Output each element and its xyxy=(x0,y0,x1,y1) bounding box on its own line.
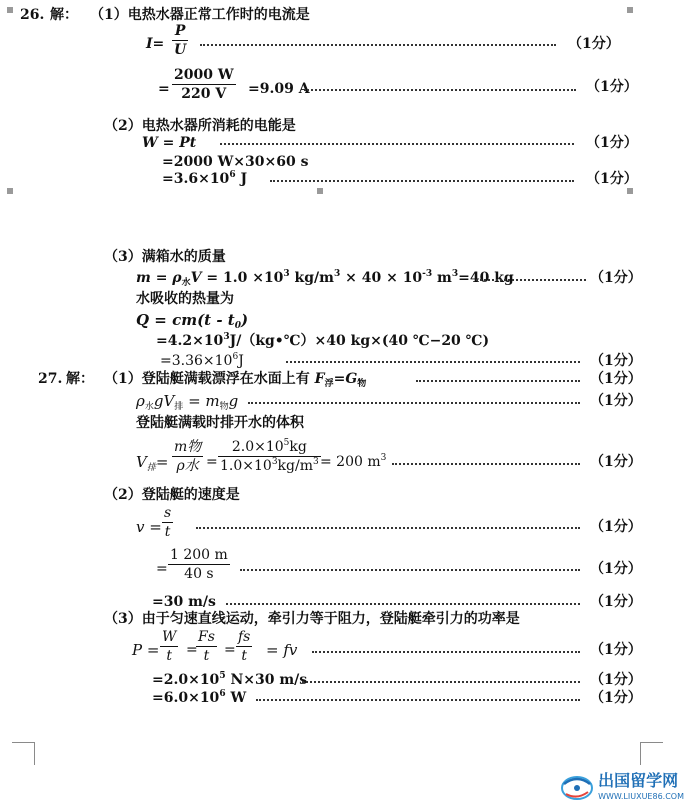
numerator: P xyxy=(174,23,186,39)
score-label: （1分） xyxy=(586,171,638,187)
mass-formula: $m = \rho_水V = 1.0 \times 10^3$ $kg/m^3 \times 40 \times 10^{-3}$ $m^3=40$ kg xyxy=(136,269,514,288)
calc-line: =2000 W×30×60 s xyxy=(162,154,309,170)
volume-label: 登陆艇满载时排开水的体积 xyxy=(136,415,304,431)
calc-line: $=2.0\times 10^5$ N×30 m/s xyxy=(152,671,308,688)
denominator: ρ水 xyxy=(176,458,199,474)
question-number: 27. xyxy=(38,371,63,387)
selection-handle[interactable] xyxy=(317,188,323,194)
part-label: （3）满箱水的质量 xyxy=(104,249,226,265)
score-label: （1分） xyxy=(590,371,642,387)
brand-url: WWW.LIUXUE86.COM xyxy=(598,792,684,801)
velocity-lhs: v = xyxy=(136,518,162,536)
selection-handle[interactable] xyxy=(627,188,633,194)
leader-dots xyxy=(200,44,556,46)
selection-handle[interactable] xyxy=(627,7,633,13)
result-line xyxy=(162,172,247,186)
equals-sign: = xyxy=(158,81,170,97)
score-label: （1分） xyxy=(568,36,620,52)
fraction xyxy=(172,24,188,57)
numerator: s xyxy=(164,505,172,521)
power-lhs: P = xyxy=(132,641,160,659)
part-label: （3）由于匀速直线运动，牵引力等于阻力，登陆艇牵引力的功率是 xyxy=(104,611,520,627)
heat-calc: $=4.2\times 10^3J/(kg•℃)\times 40$ kg×(40 ℃−20 ℃) xyxy=(156,332,490,349)
result-value: =30 m/s xyxy=(152,594,216,610)
fraction xyxy=(172,68,236,101)
score-label: （1分） xyxy=(590,353,642,369)
crop-mark xyxy=(640,742,663,765)
volume-lhs: $V_排=$ xyxy=(136,453,169,473)
fraction xyxy=(196,630,217,663)
fraction xyxy=(160,630,178,663)
fraction xyxy=(162,506,173,539)
formula-line: W = Pt xyxy=(142,135,197,151)
crop-mark xyxy=(12,742,35,765)
numerator: 1 200 m xyxy=(170,547,228,563)
numerator: Fs xyxy=(198,629,215,645)
leader-dots xyxy=(312,651,580,653)
score-label: （1分） xyxy=(590,690,642,706)
selection-handle[interactable] xyxy=(7,7,13,13)
leader-dots xyxy=(286,361,580,363)
result-line: $=6.0\times 10^6$ W xyxy=(152,689,247,706)
score-label: （1分） xyxy=(586,79,638,95)
denominator: t xyxy=(164,524,171,540)
numerator: $2.0\times 10^5kg$ xyxy=(231,438,307,455)
leader-dots xyxy=(220,143,574,145)
score-label: （1分） xyxy=(590,519,642,535)
formula-lhs: I= xyxy=(146,36,165,52)
site-watermark xyxy=(560,770,684,804)
globe-logo-icon xyxy=(560,772,594,802)
leader-dots xyxy=(416,380,580,382)
balance-equation: $\rho_水gV_排 = m_物g$ xyxy=(136,392,239,412)
fraction xyxy=(218,440,321,473)
leader-dots xyxy=(270,180,574,182)
denominator: t xyxy=(241,648,247,664)
score-label: （1分） xyxy=(590,393,642,409)
score-label: （1分） xyxy=(590,561,642,577)
heat-label: 水吸收的热量为 xyxy=(136,291,234,307)
fraction xyxy=(236,630,252,663)
leader-dots xyxy=(240,569,580,571)
exponent: 6 xyxy=(229,170,236,180)
result-value: =9.09 A xyxy=(248,81,310,97)
part-label: （1）电热水器正常工作时的电流是 xyxy=(90,7,310,23)
numerator: 2000 W xyxy=(174,67,234,83)
denominator: 40 s xyxy=(184,566,214,582)
solve-label: 解： xyxy=(50,7,78,23)
fraction xyxy=(168,548,230,581)
part-label: （2）电热水器所消耗的电能是 xyxy=(104,118,296,134)
denominator: t xyxy=(203,648,210,664)
brand-name: 出国留学网 xyxy=(598,771,679,790)
numerator: W xyxy=(162,629,177,645)
result-value: = 200 $m^3$ xyxy=(320,453,387,470)
score-label: （1分） xyxy=(590,270,642,286)
heat-result: $=3.36\times 10^6J$ xyxy=(160,352,244,369)
score-label: （1分） xyxy=(586,135,638,151)
heat-formula: $Q = cm(t - t_0)$ xyxy=(136,311,249,331)
numerator: m物 xyxy=(174,439,202,455)
denominator: 220 V xyxy=(181,86,227,102)
score-label: （1分） xyxy=(590,642,642,658)
score-label: （1分） xyxy=(590,672,642,688)
denominator: $1.0\times 10^3kg/m^3$ xyxy=(220,457,319,474)
result-base: =3.6×10 xyxy=(162,171,230,187)
leader-dots xyxy=(302,681,580,683)
score-label: （1分） xyxy=(590,454,642,470)
denominator: U xyxy=(174,42,187,58)
part-label: （2）登陆艇的速度是 xyxy=(104,487,240,503)
leader-dots xyxy=(248,402,580,404)
leader-dots xyxy=(304,89,576,91)
leader-dots xyxy=(392,463,580,465)
leader-dots xyxy=(196,527,580,529)
leader-dots xyxy=(476,279,586,281)
leader-dots xyxy=(256,699,580,701)
question-number: 26. xyxy=(20,7,45,23)
leader-dots xyxy=(226,603,580,605)
solve-label: 解： xyxy=(66,371,94,387)
fraction xyxy=(172,440,203,473)
denominator: t xyxy=(166,648,173,664)
numerator: fs xyxy=(238,629,251,645)
score-label: （1分） xyxy=(590,594,642,610)
result-unit: J xyxy=(235,171,248,187)
power-tail: = fv xyxy=(266,641,298,659)
part-label: （1）登陆艇满载漂浮在水面上有 $F_浮=G_物$ xyxy=(104,371,367,389)
selection-handle[interactable] xyxy=(7,188,13,194)
